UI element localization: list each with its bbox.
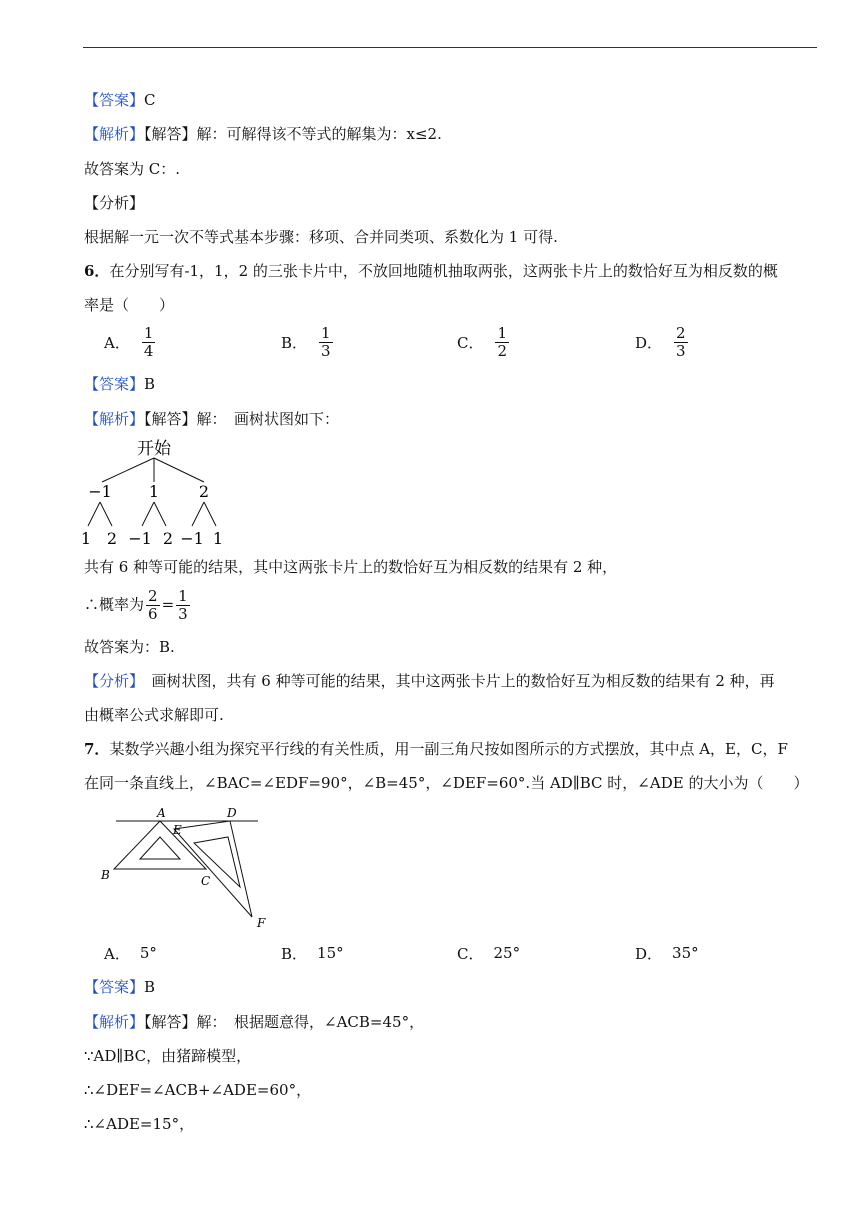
tree-node-l1: 2 — [198, 482, 210, 501]
fenxi-text: 画树状图，共有 6 种等可能的结果，其中这两张卡片上的数恰好互为相反数的结果有 2 种，再 — [136, 672, 775, 690]
answer-tag: 【答案】 — [84, 375, 145, 393]
denominator: 3 — [321, 342, 331, 360]
label-e: E — [173, 823, 182, 837]
answer-line-6 — [84, 374, 155, 394]
option-a — [104, 325, 157, 360]
tree-leaf: −1 — [128, 529, 152, 548]
option-text: 15° — [317, 944, 344, 962]
step-3: ∴∠ADE=15°， — [84, 1115, 195, 1133]
fenxi-line-6 — [84, 671, 775, 691]
label-b: B — [101, 868, 110, 882]
answer-tag: 【答案】 — [84, 91, 145, 109]
analysis-tag: 【解析】 — [84, 1013, 145, 1031]
solve-tag: 【解答】 — [144, 410, 197, 428]
triangle-figure — [100, 803, 272, 933]
option-fraction — [142, 325, 156, 360]
step-1: ∵AD∥BC，由猪蹄模型， — [84, 1047, 252, 1065]
tree-leaf: −1 — [180, 529, 204, 548]
option-text: 35° — [672, 944, 699, 962]
option-d — [635, 325, 690, 360]
tree-diagram — [80, 434, 230, 552]
analysis-tag: 【解析】 — [84, 410, 145, 428]
tree-root: 开始 — [137, 439, 171, 459]
option-a-7 — [104, 943, 157, 964]
option-fraction — [319, 325, 333, 360]
label-d: D — [227, 806, 237, 820]
step-2: ∴∠DEF=∠ACB+∠ADE=60°， — [84, 1081, 312, 1099]
answer-tag: 【答案】 — [84, 978, 145, 996]
answer-value: C — [144, 91, 156, 109]
option-text: 5° — [139, 944, 157, 962]
option-label: C． — [457, 945, 484, 963]
stem-text: 某数学兴趣小组为探究平行线的有关性质，用一副三角尺按如图所示的方式摆放，其中点 A，E，C，F — [109, 740, 788, 758]
option-fraction — [495, 325, 509, 360]
question-7-stem-2: 在同一条直线上，∠BAC=∠EDF=90°，∠B=45°，∠DEF=60°.当 AD∥BC 时，∠ADE 的大小为（ ） — [84, 774, 809, 792]
tree-node-l1: 1 — [148, 482, 160, 501]
option-fraction — [674, 325, 688, 360]
solve-tag: 【解答】 — [144, 125, 197, 143]
analysis-line-6 — [84, 409, 339, 429]
tree-leaf: 1 — [212, 529, 224, 548]
probability-line — [84, 588, 192, 623]
denominator: 2 — [497, 342, 508, 360]
result-count-line: 共有 6 种等可能的结果，其中这两张卡片上的数恰好互为相反数的结果有 2 种， — [84, 558, 618, 576]
label-c: C — [201, 874, 211, 888]
numerator: 2 — [676, 324, 686, 342]
solve-tag: 【解答】 — [144, 1013, 197, 1031]
analysis-line-7 — [84, 1012, 424, 1032]
option-c — [457, 325, 511, 360]
option-text: 25° — [493, 944, 521, 962]
option-c-7 — [457, 943, 520, 964]
analysis-text: 解：可解得该不等式的解集为：x≤2. — [196, 125, 442, 143]
fenxi-tag: 【分析】 — [84, 672, 137, 690]
equals-sign: = — [161, 595, 175, 614]
numerator: 1 — [178, 587, 188, 605]
question-7-stem-1 — [84, 739, 788, 759]
denominator: 6 — [148, 605, 158, 623]
question-number: 6． — [84, 262, 110, 280]
fraction-2-6 — [146, 588, 160, 623]
question-6-stem-2: 率是（ ） — [84, 296, 175, 314]
answer-value: B — [144, 978, 156, 996]
tree-leaf: 2 — [162, 529, 174, 548]
fenxi-tag-5: 【分析】 — [84, 194, 145, 212]
option-label: A． — [104, 333, 130, 352]
label-a: A — [157, 806, 166, 820]
denominator: 3 — [178, 605, 188, 623]
numerator: 1 — [497, 324, 508, 342]
tree-leaf: 2 — [106, 529, 118, 548]
analysis-tag: 【解析】 — [84, 125, 145, 143]
question-6-stem-1 — [84, 261, 778, 281]
analysis-line-5 — [84, 124, 442, 144]
tree-node-l1: −1 — [88, 482, 112, 501]
label-f: F — [257, 916, 266, 930]
conclusion-5: 故答案为 C：. — [84, 160, 181, 178]
option-label: C． — [457, 333, 484, 352]
conclusion-6: 故答案为：B. — [84, 638, 175, 656]
option-d-7 — [635, 943, 699, 964]
fraction-1-3 — [176, 588, 190, 623]
header-rule — [83, 47, 817, 48]
option-label: D． — [635, 333, 663, 352]
option-label: B． — [281, 333, 308, 352]
question-number: 7． — [84, 740, 110, 758]
fenxi-text-5: 根据解一元一次不等式基本步骤：移项、合并同类项、系数化为 1 可得. — [84, 228, 558, 246]
stem-text: 在分别写有-1，1，2 的三张卡片中，不放回地随机抽取两张，这两张卡片上的数恰好互为相反数的概 — [109, 262, 778, 280]
answer-line-5 — [84, 90, 156, 110]
denominator: 3 — [676, 342, 686, 360]
option-b — [281, 325, 335, 360]
analysis-text: 解： 画树状图如下： — [196, 410, 340, 428]
analysis-text: 解： 根据题意得，∠ACB=45°， — [196, 1013, 425, 1031]
option-label: B． — [281, 945, 308, 963]
answer-line-7 — [84, 977, 155, 997]
numerator: 1 — [143, 324, 154, 342]
probability-prefix: ∴概率为 — [84, 595, 145, 614]
tree-leaf: 1 — [80, 529, 92, 548]
option-b-7 — [281, 943, 344, 964]
option-label: A． — [104, 945, 130, 963]
numerator: 2 — [148, 587, 158, 605]
denominator: 4 — [143, 342, 154, 360]
fenxi-line-6b: 由概率公式求解即可. — [84, 706, 224, 724]
option-label: D． — [635, 945, 663, 963]
answer-value: B — [144, 375, 156, 393]
numerator: 1 — [321, 324, 331, 342]
